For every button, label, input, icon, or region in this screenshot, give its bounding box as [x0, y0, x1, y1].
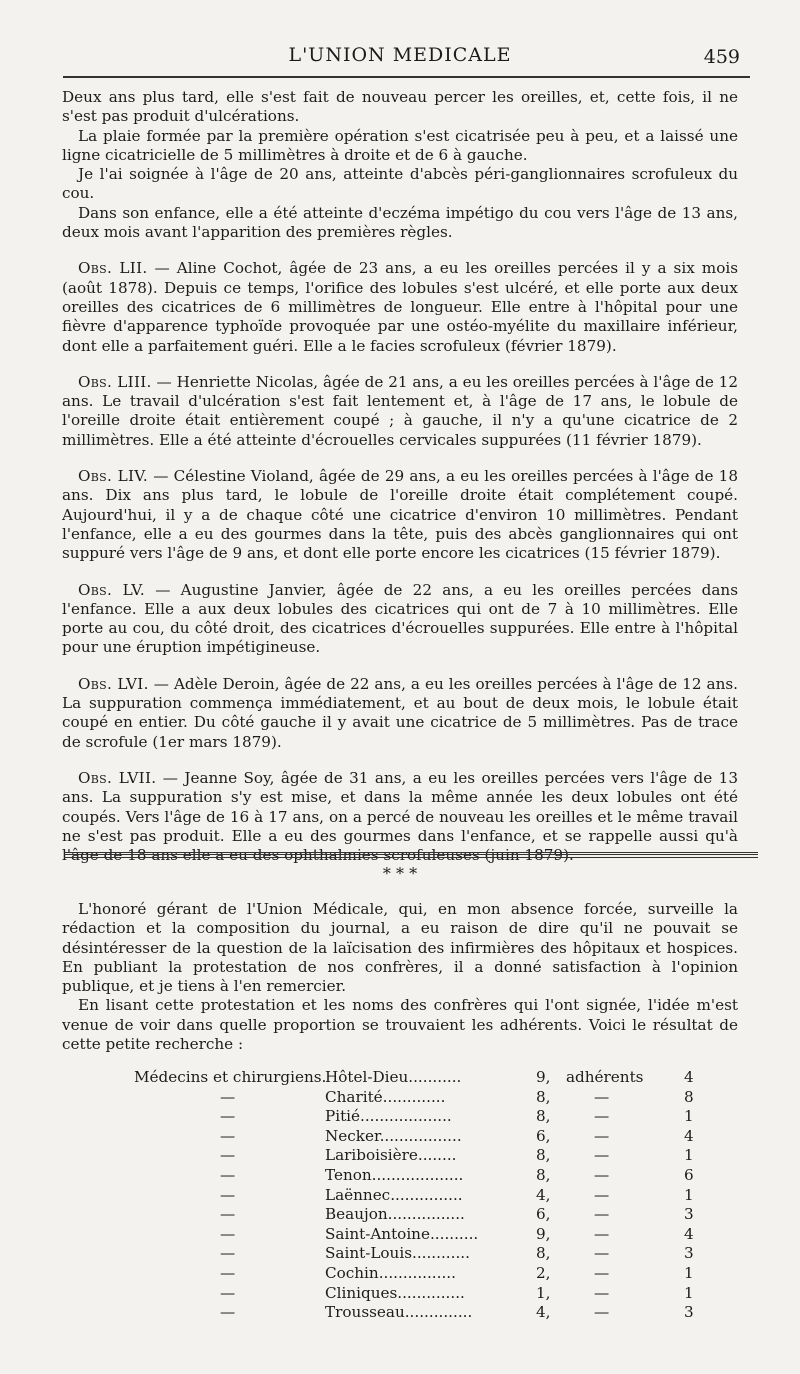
ditto-dash: — [594, 1224, 610, 1243]
ditto-dash: — [220, 1146, 236, 1165]
adherents-count: 3 [684, 1303, 694, 1322]
ditto-dash: — [220, 1303, 236, 1322]
header-rule [63, 76, 750, 78]
paragraph: En lisant cette protestation et les noms des confrères qui l'ont signée, l'idée m'est venue de voir dans quelle proportion se trouvaient les adhérents. Voici le résultat de cette petite recherche : [62, 996, 738, 1054]
observation-text: — Adèle Deroin, âgée de 22 ans, a eu les oreilles percées à l'âge de 12 ans. La suppuration commença immédiatement, et au bout de deux mois, le lobule était coupé en entier. Du côté gauche il y avait une cicatrice de 5 millimètres. Pas de trace de scrofule (1er mars 1879). [62, 674, 738, 751]
table-row [62, 1186, 738, 1206]
ditto-dash: — [220, 1165, 236, 1184]
ditto-dash: — [220, 1224, 236, 1243]
observation-lvii [62, 769, 738, 865]
table-row [62, 1264, 738, 1284]
ditto-dash: — [220, 1126, 236, 1145]
section-stars: * * * [382, 864, 418, 883]
ditto-dash: — [220, 1244, 236, 1263]
observation-label: Obs. LIV. [78, 467, 149, 486]
total-count: 1, [536, 1283, 551, 1302]
adherents-count: 6 [684, 1165, 694, 1184]
adherents-count: 1 [684, 1185, 694, 1204]
adherents-count: 1 [684, 1107, 694, 1126]
total-count: 6, [536, 1205, 551, 1224]
ditto-dash: — [220, 1283, 236, 1302]
observation-label: Obs. LVII. [78, 768, 157, 787]
table-row [62, 1303, 738, 1323]
observation-text: — Célestine Violand, âgée de 29 ans, a eu les oreilles percées à l'âge de 18 ans. Dix ans plus tard, le lobule de l'oreille droite était complétement coupé. Aujourd'hui, il y a de chaque côté une cicatrice d'environ 10 millimètres. Pendant l'enfance, elle a eu des gourmes dans la tête, puis des abcès ganglionnaires qui ont suppuré vers l'âge de 9 ans, et dont elle porte encore les cicatrices (15 février 1879). [62, 467, 738, 563]
total-count: 4, [536, 1185, 551, 1204]
hospital-name: Cliniques.............. [325, 1283, 465, 1302]
row-label: Médecins et chirurgiens. [134, 1068, 327, 1086]
adherents-table [62, 1068, 738, 1323]
table-row [62, 1127, 738, 1147]
hospital-name: Pitié................... [325, 1107, 452, 1126]
observation-text: — Henriette Nicolas, âgée de 21 ans, a eu les oreilles percées à l'âge de 12 ans. Le travail d'ulcération s'est fait lentement et, à l'âge de 17 ans, le lobule de l'oreille droite était entièrement coupé ; à gauche, il n'y a qu'une cicatrice de 2 millimètres. Elle a été atteinte d'écrouelles cervicales suppurées (11 février 1879). [62, 372, 738, 449]
journal-title: L'UNION MEDICALE [288, 44, 512, 66]
ditto-dash: — [594, 1303, 610, 1322]
observation-label: Obs. LVI. [78, 674, 149, 693]
hospital-name: Hôtel-Dieu........... [325, 1068, 462, 1086]
paragraph: Deux ans plus tard, elle s'est fait de nouveau percer les oreilles, et, cette fois, il ne s'est pas produit d'ulcérations. [62, 88, 738, 126]
table-row [62, 1244, 738, 1264]
observation-lv [62, 581, 738, 658]
paragraph: La plaie formée par la première opération s'est cicatrisée peu à peu, et a laissé une ligne cicatricielle de 5 millimètres à droite et de 6 à gauche. [62, 126, 738, 164]
hospital-name: Cochin................ [325, 1263, 456, 1282]
ditto-dash: — [594, 1205, 610, 1224]
hospital-name: Trousseau.............. [325, 1303, 473, 1322]
ditto-dash: — [220, 1185, 236, 1204]
ditto-dash: — [594, 1107, 610, 1126]
adherents-count: 3 [684, 1205, 694, 1224]
total-count: 8, [536, 1244, 551, 1263]
paragraph: Dans son enfance, elle a été atteinte d'eczéma impétigo du cou vers l'âge de 13 ans, deux mois avant l'apparition des premières règles. [62, 203, 738, 242]
section-rule [64, 852, 758, 858]
adherents-count: 8 [684, 1087, 694, 1106]
observation-lii [62, 259, 738, 355]
ditto-dash: — [594, 1165, 610, 1184]
article-body-top [62, 88, 738, 865]
total-count: 2, [536, 1263, 551, 1282]
table-row [62, 1205, 738, 1225]
observation-liv [62, 467, 738, 563]
observation-text: — Jeanne Soy, âgée de 31 ans, a eu les oreilles percées vers l'âge de 13 ans. La suppuration s'y est mise, et dans la même année les deux lobules ont été coupés. Vers l'âge de 16 à 17 ans, on a percé de nouveau les oreilles et le même travail ne s'est pas produit. Elle a eu des gourmes dans l'enfance, et se rappelle aussi qu'à l'âge de 18 ans elle a eu des ophthalmies scrofuleuses (juin 1879). [62, 768, 738, 865]
hospital-name: Saint-Louis............ [325, 1244, 470, 1263]
total-count: 9, [536, 1224, 551, 1243]
paragraph: Je l'ai soignée à l'âge de 20 ans, atteinte d'abcès péri-ganglionnaires scrofuleux du cou. [62, 165, 738, 203]
table-row [62, 1088, 738, 1108]
observation-text: — Augustine Janvier, âgée de 22 ans, a eu les oreilles percées dans l'enfance. Elle a aux deux lobules des cicatrices qui ont de 7 à 10 millimètres. Elle porte au cou, du côté droit, des cicatrices d'écrouelles suppurées. Elle entre à l'hôpital pour une éruption impétigineuse. [62, 580, 738, 657]
observation-lvi [62, 675, 738, 752]
hospital-name: Tenon................... [325, 1165, 464, 1184]
total-count: 8, [536, 1087, 551, 1106]
page-number: 459 [703, 46, 740, 68]
table-row [62, 1225, 738, 1245]
total-count: 8, [536, 1107, 551, 1126]
adherents-count: 4 [684, 1068, 694, 1086]
hospital-name: Lariboisière........ [325, 1146, 457, 1165]
total-count: 8, [536, 1146, 551, 1165]
adherents-label: adhérents [566, 1068, 644, 1086]
table-row [62, 1146, 738, 1166]
observation-label: Obs. LII. [78, 259, 148, 278]
ditto-dash: — [594, 1146, 610, 1165]
ditto-dash: — [594, 1087, 610, 1106]
table-row [62, 1107, 738, 1127]
adherents-count: 3 [684, 1244, 694, 1263]
hospital-name: Saint-Antoine.......... [325, 1224, 479, 1243]
observation-label: Obs. LIII. [78, 372, 152, 391]
ditto-dash: — [220, 1205, 236, 1224]
ditto-dash: — [220, 1263, 236, 1282]
table-row [62, 1166, 738, 1186]
total-count: 4, [536, 1303, 551, 1322]
ditto-dash: — [594, 1283, 610, 1302]
adherents-count: 1 [684, 1283, 694, 1302]
table-row [62, 1068, 738, 1088]
adherents-count: 1 [684, 1263, 694, 1282]
adherents-count: 4 [684, 1126, 694, 1145]
total-count: 8, [536, 1165, 551, 1184]
observation-liii [62, 373, 738, 450]
total-count: 9, [536, 1068, 551, 1086]
hospital-name: Necker................. [325, 1126, 462, 1145]
total-count: 6, [536, 1126, 551, 1145]
hospital-name: Beaujon................ [325, 1205, 465, 1224]
ditto-dash: — [220, 1107, 236, 1126]
ditto-dash: — [594, 1185, 610, 1204]
observation-text: — Aline Cochot, âgée de 23 ans, a eu les oreilles percées il y a six mois (août 1878). Depuis ce temps, l'orifice des lobules s'est ulcéré, et elle porte aux deux oreilles des cicatrices de 6 millimètres de longueur. Elle entre à l'hôpital pour une fièvre d'apparence typhoïde provoquée par une ostéo-myélite du maxillaire inférieur, dont elle a parfaitement guéri. Elle a le facies scrofuleux (février 1879). [62, 259, 738, 355]
ditto-dash: — [594, 1263, 610, 1282]
ditto-dash: — [594, 1126, 610, 1145]
adherents-count: 4 [684, 1224, 694, 1243]
table-row [62, 1284, 738, 1304]
article-body-bottom [62, 900, 738, 1054]
adherents-count: 1 [684, 1146, 694, 1165]
observation-label: Obs. LV. [78, 580, 145, 599]
running-header [0, 44, 800, 74]
paragraph: L'honoré gérant de l'Union Médicale, qui, en mon absence forcée, surveille la rédaction et la composition du journal, a eu raison de dire qu'il ne pouvait se désintéresser de la question de la laïcisation des infirmières des hôpitaux et hospices. En publiant la protestation de nos confrères, il a donné satisfaction à l'opinion publique, et je tiens à l'en remercier. [62, 900, 738, 996]
hospital-name: Laënnec............... [325, 1185, 463, 1204]
ditto-dash: — [220, 1087, 236, 1106]
hospital-name: Charité............. [325, 1087, 446, 1106]
ditto-dash: — [594, 1244, 610, 1263]
